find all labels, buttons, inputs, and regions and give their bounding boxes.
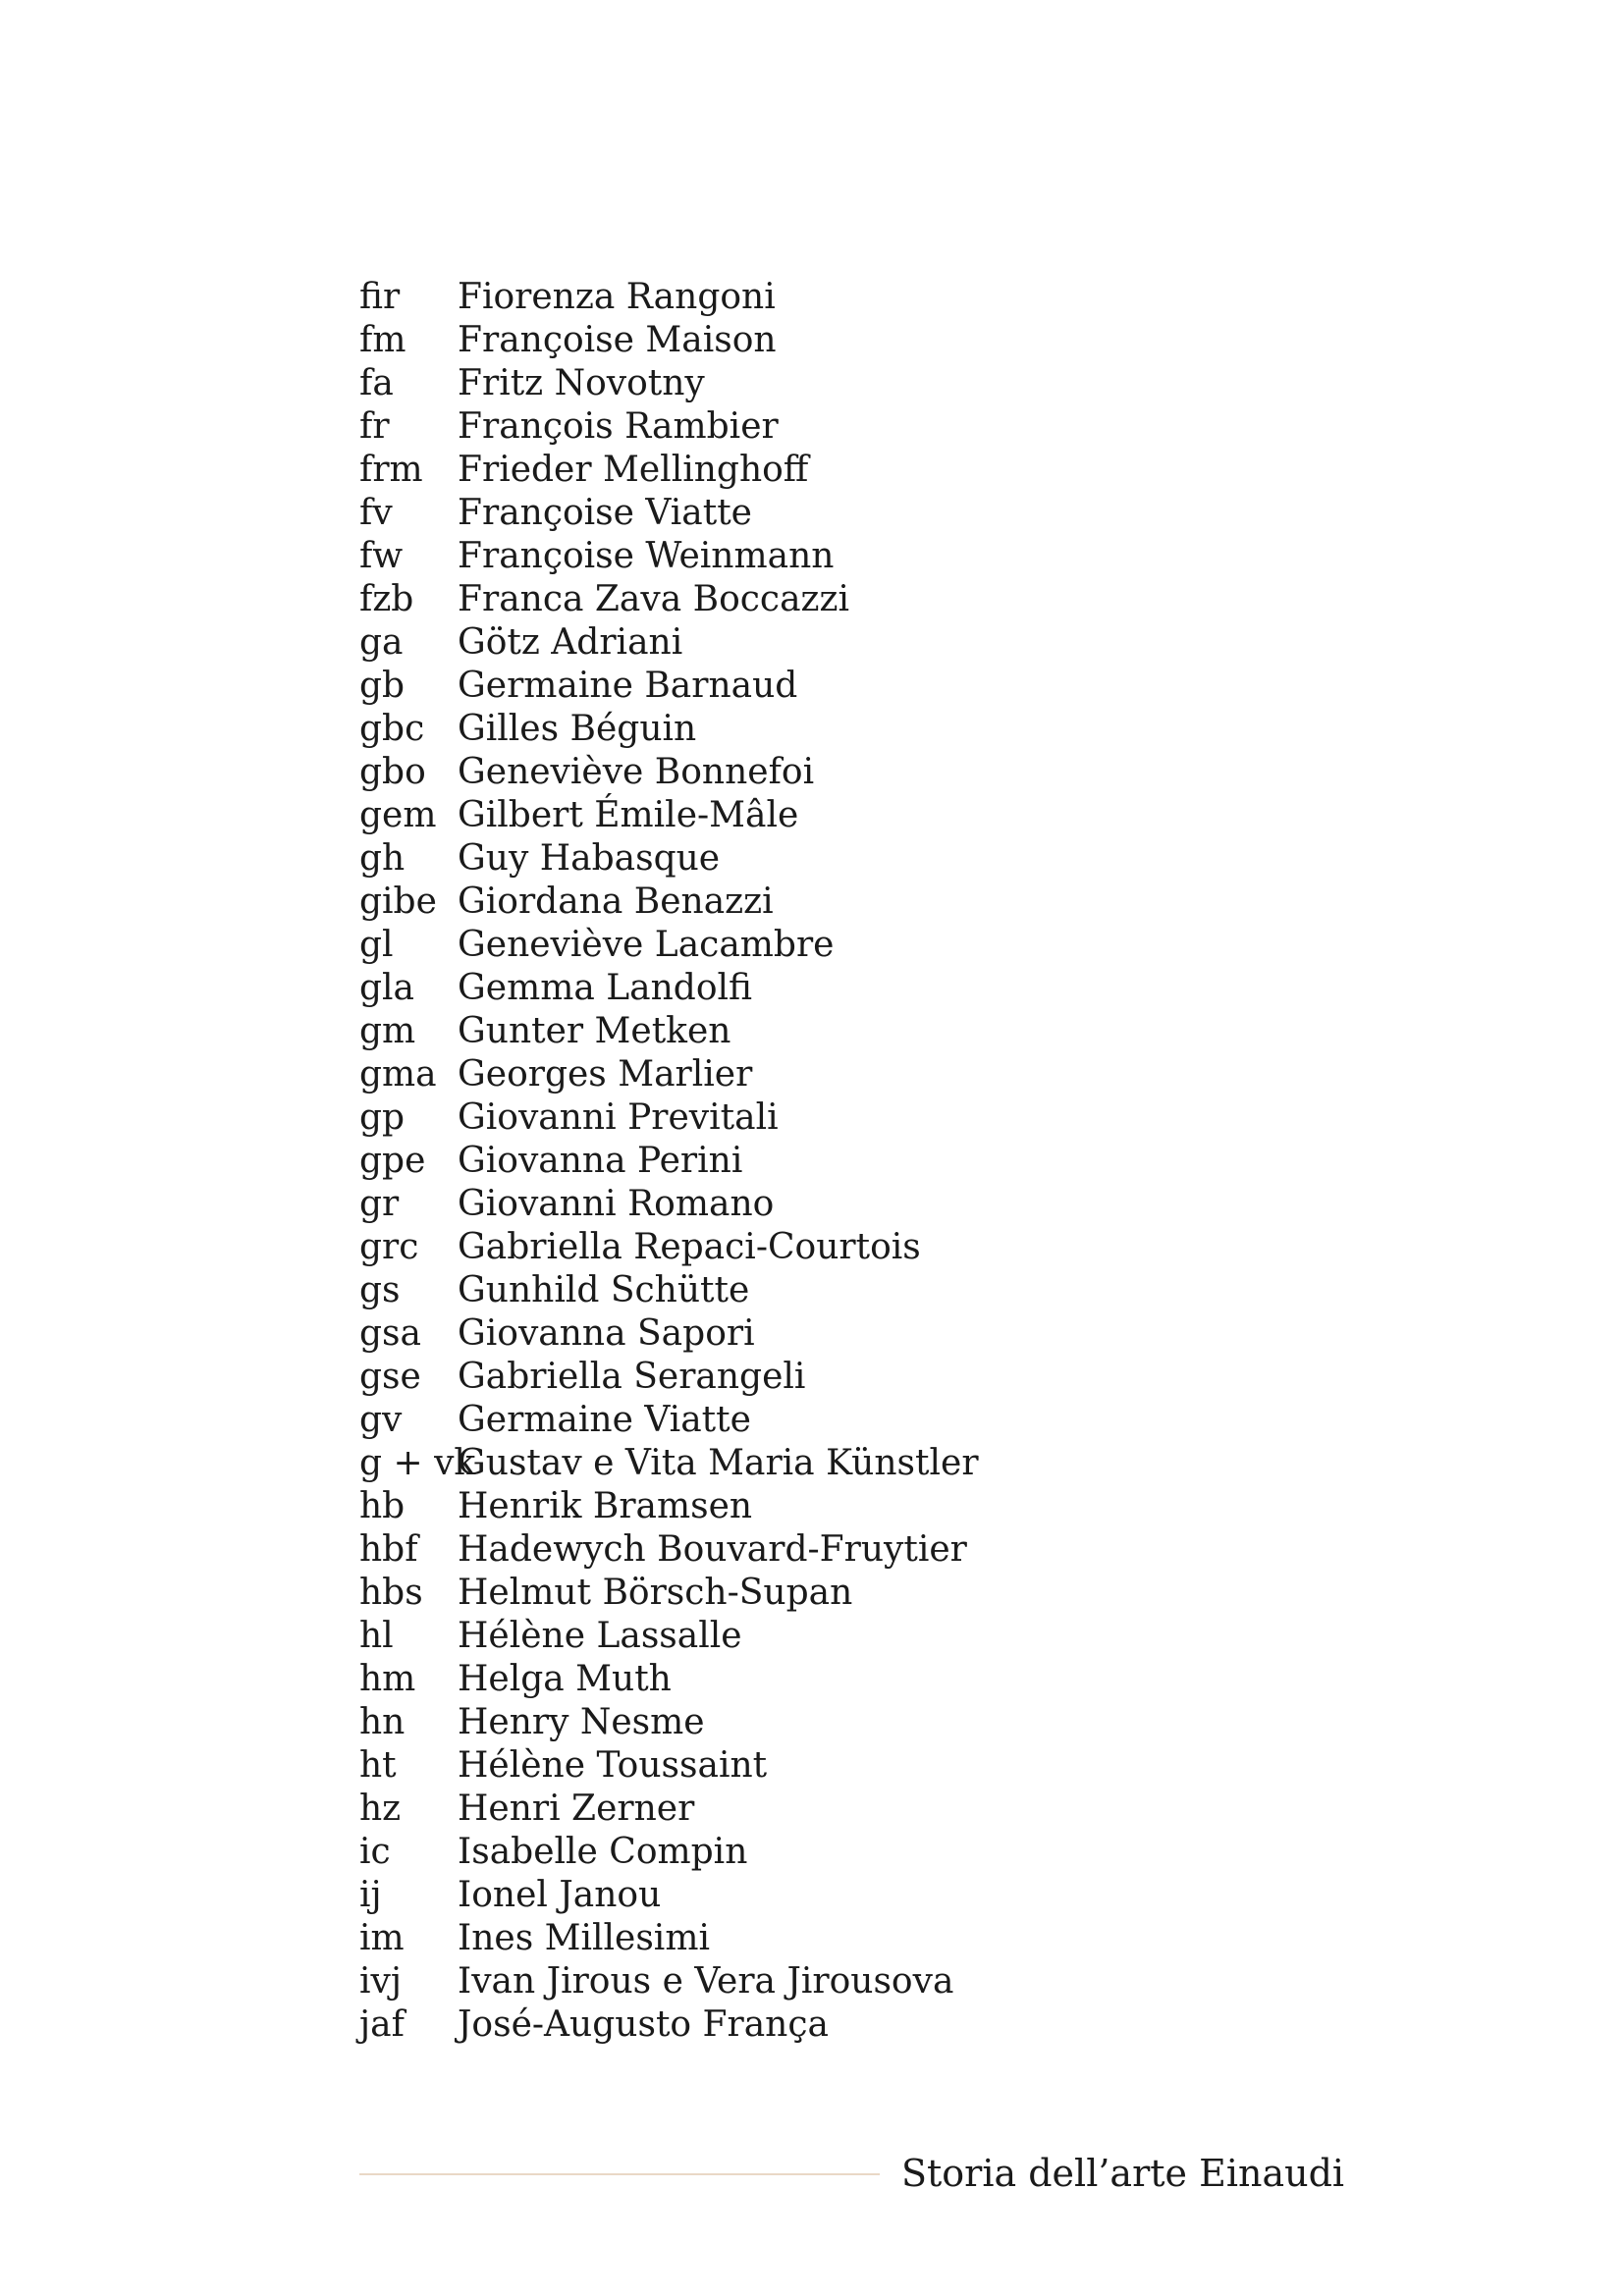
list-item	[359, 1917, 979, 1960]
entry-abbreviation: fr	[359, 406, 390, 447]
entry-author-name: Gustav e Vita Maria Künstler	[458, 1443, 979, 1483]
entry-author-name: Geneviève Bonnefoi	[458, 752, 815, 792]
list-item	[359, 1269, 979, 1312]
entry-abbreviation: ht	[359, 1745, 397, 1786]
entry-author-name: Giordana Benazzi	[458, 881, 774, 922]
list-item	[359, 1874, 979, 1917]
entry-abbreviation: hb	[359, 1486, 406, 1526]
list-item	[359, 1528, 979, 1572]
list-item	[359, 1701, 979, 1744]
list-item	[359, 1572, 979, 1615]
entry-abbreviation: gr	[359, 1184, 400, 1224]
footer-rule	[359, 2173, 880, 2175]
entry-author-name: Georges Marlier	[458, 1054, 753, 1095]
entry-abbreviation: gem	[359, 795, 437, 835]
entry-author-name: Giovanni Romano	[458, 1184, 775, 1224]
entry-author-name: Giovanna Perini	[458, 1141, 743, 1181]
entry-abbreviation: gb	[359, 666, 406, 706]
list-item	[359, 1140, 979, 1183]
list-item	[359, 708, 979, 751]
entry-author-name: Helga Muth	[458, 1659, 672, 1699]
entry-author-name: Gunhild Schütte	[458, 1270, 750, 1310]
list-item	[359, 362, 979, 405]
entry-author-name: Gabriella Repaci-Courtois	[458, 1227, 921, 1267]
list-item	[359, 837, 979, 881]
entry-author-name: Gunter Metken	[458, 1011, 731, 1051]
entry-abbreviation: jaf	[359, 2004, 405, 2045]
list-item	[359, 2003, 979, 2047]
entry-abbreviation: gibe	[359, 881, 437, 922]
entry-abbreviation: grc	[359, 1227, 419, 1267]
list-item	[359, 1053, 979, 1096]
entry-author-name: Françoise Weinmann	[458, 536, 835, 576]
entry-author-name: Hélène Lassalle	[458, 1616, 742, 1656]
list-item	[359, 1226, 979, 1269]
entry-abbreviation: gsa	[359, 1313, 421, 1354]
list-item	[359, 1658, 979, 1701]
entry-abbreviation: gs	[359, 1270, 401, 1310]
entry-author-name: Hélène Toussaint	[458, 1745, 768, 1786]
entry-abbreviation: gma	[359, 1054, 437, 1095]
entry-author-name: Guy Habasque	[458, 838, 721, 879]
list-item	[359, 1183, 979, 1226]
entry-abbreviation: gpe	[359, 1141, 426, 1181]
entry-abbreviation: ij	[359, 1875, 382, 1915]
list-item	[359, 1356, 979, 1399]
entry-author-name: François Rambier	[458, 406, 779, 447]
entry-abbreviation: gbo	[359, 752, 426, 792]
list-item	[359, 924, 979, 967]
entry-abbreviation: gp	[359, 1097, 406, 1138]
footer-title: Storia dell’arte Einaudi	[901, 2152, 1345, 2195]
entry-author-name: Henry Nesme	[458, 1702, 705, 1742]
list-item	[359, 1096, 979, 1140]
entry-abbreviation: hbs	[359, 1573, 423, 1613]
list-item	[359, 535, 979, 578]
list-item	[359, 578, 979, 621]
author-abbreviation-list	[359, 276, 979, 2047]
entry-abbreviation: hm	[359, 1659, 416, 1699]
entry-author-name: Françoise Maison	[458, 320, 777, 360]
entry-author-name: Henri Zerner	[458, 1789, 695, 1829]
list-item	[359, 751, 979, 794]
entry-author-name: Franca Zava Boccazzi	[458, 579, 849, 619]
entry-abbreviation: im	[359, 1918, 405, 1958]
entry-abbreviation: gh	[359, 838, 406, 879]
list-item	[359, 405, 979, 449]
list-item	[359, 665, 979, 708]
entry-author-name: Françoise Viatte	[458, 493, 752, 533]
entry-abbreviation: ivj	[359, 1961, 403, 2002]
entry-author-name: Germaine Viatte	[458, 1400, 751, 1440]
entry-abbreviation: hl	[359, 1616, 394, 1656]
entry-abbreviation: fzb	[359, 579, 414, 619]
entry-author-name: Fritz Novotny	[458, 363, 705, 403]
list-item	[359, 1442, 979, 1485]
entry-author-name: Frieder Mellinghoff	[458, 450, 809, 490]
entry-abbreviation: gla	[359, 968, 415, 1008]
entry-abbreviation: gv	[359, 1400, 403, 1440]
entry-abbreviation: fa	[359, 363, 394, 403]
list-item	[359, 492, 979, 535]
list-item	[359, 1615, 979, 1658]
entry-abbreviation: hbf	[359, 1529, 418, 1570]
entry-author-name: Gilles Béguin	[458, 709, 697, 749]
entry-author-name: Gilbert Émile-Mâle	[458, 795, 799, 835]
list-item	[359, 1788, 979, 1831]
entry-abbreviation: fm	[359, 320, 406, 360]
entry-author-name: José-Augusto França	[458, 2004, 829, 2045]
entry-abbreviation: ic	[359, 1832, 391, 1872]
entry-abbreviation: ga	[359, 622, 404, 663]
entry-abbreviation: hn	[359, 1702, 406, 1742]
list-item	[359, 1744, 979, 1788]
list-item	[359, 794, 979, 837]
entry-author-name: Hadewych Bouvard-Fruytier	[458, 1529, 967, 1570]
entry-abbreviation: gl	[359, 925, 394, 965]
entry-author-name: Germaine Barnaud	[458, 666, 798, 706]
entry-author-name: Götz Adriani	[458, 622, 683, 663]
entry-abbreviation: fv	[359, 493, 393, 533]
entry-abbreviation: gm	[359, 1011, 416, 1051]
entry-abbreviation: g + vk	[359, 1443, 476, 1483]
entry-abbreviation: gse	[359, 1357, 421, 1397]
list-item	[359, 621, 979, 665]
list-item	[359, 276, 979, 319]
entry-abbreviation: gbc	[359, 709, 425, 749]
list-item	[359, 1010, 979, 1053]
list-item	[359, 449, 979, 492]
entry-author-name: Fiorenza Rangoni	[458, 277, 776, 317]
list-item	[359, 1312, 979, 1356]
entry-abbreviation: frm	[359, 450, 423, 490]
entry-abbreviation: fw	[359, 536, 404, 576]
list-item	[359, 1399, 979, 1442]
list-item	[359, 967, 979, 1010]
entry-author-name: Gabriella Serangeli	[458, 1357, 806, 1397]
list-item	[359, 319, 979, 362]
entry-author-name: Geneviève Lacambre	[458, 925, 835, 965]
list-item	[359, 1831, 979, 1874]
entry-author-name: Henrik Bramsen	[458, 1486, 753, 1526]
entry-abbreviation: hz	[359, 1789, 402, 1829]
list-item	[359, 1485, 979, 1528]
entry-author-name: Giovanni Previtali	[458, 1097, 779, 1138]
list-item	[359, 881, 979, 924]
entry-author-name: Ines Millesimi	[458, 1918, 710, 1958]
list-item	[359, 1960, 979, 2003]
entry-author-name: Helmut Börsch-Supan	[458, 1573, 853, 1613]
entry-author-name: Ionel Janou	[458, 1875, 662, 1915]
entry-author-name: Ivan Jirous e Vera Jirousova	[458, 1961, 954, 2002]
entry-author-name: Gemma Landolfi	[458, 968, 753, 1008]
entry-author-name: Giovanna Sapori	[458, 1313, 755, 1354]
entry-author-name: Isabelle Compin	[458, 1832, 748, 1872]
entry-abbreviation: fir	[359, 277, 401, 317]
